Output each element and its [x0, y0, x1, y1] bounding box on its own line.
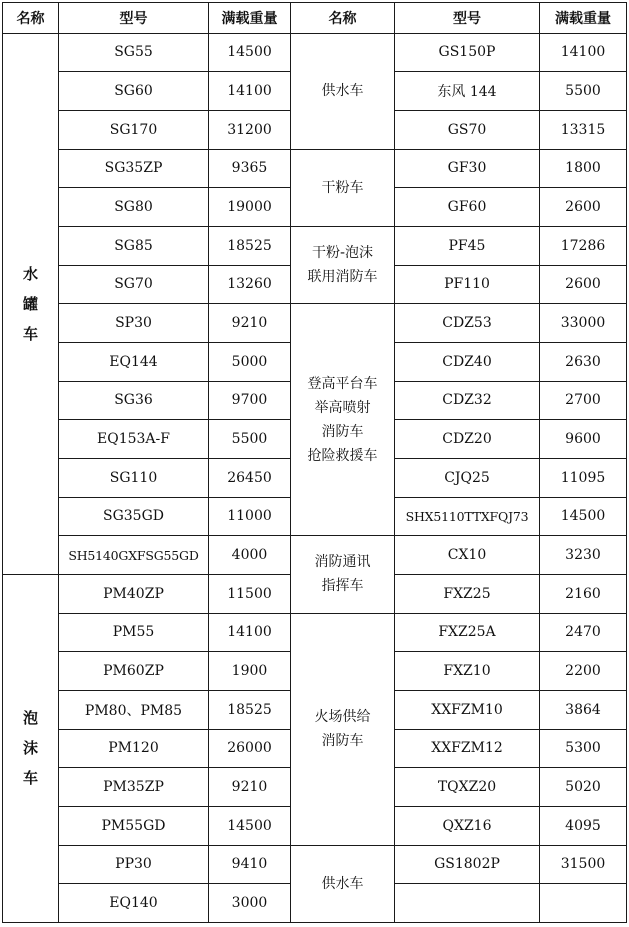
- model-cell: FXZ25A: [395, 613, 540, 652]
- model-cell: XXFZM10: [395, 690, 540, 729]
- model-cell: GF30: [395, 149, 540, 188]
- weight-cell: 4095: [540, 806, 627, 845]
- category-command: 消防通讯 指挥车: [291, 536, 395, 613]
- weight-cell: 5000: [209, 342, 291, 381]
- weight-cell: 13260: [209, 265, 291, 304]
- vehicle-weight-table: [2, 2, 627, 923]
- weight-cell: 18525: [209, 226, 291, 265]
- model-cell: PM35ZP: [59, 768, 209, 807]
- weight-cell: 5020: [540, 768, 627, 807]
- model-cell: FXZ25: [395, 574, 540, 613]
- model-cell: 东风 144: [395, 72, 540, 111]
- model-cell: PM80、PM85: [59, 690, 209, 729]
- category-water-supply-2: 供水车: [291, 845, 395, 922]
- table-row: [3, 33, 627, 72]
- weight-cell: 33000: [540, 304, 627, 343]
- model-cell: CJQ25: [395, 458, 540, 497]
- category-water-supply: 供水车: [291, 33, 395, 149]
- model-cell: SG36: [59, 381, 209, 420]
- model-cell: EQ144: [59, 342, 209, 381]
- weight-cell: 17286: [540, 226, 627, 265]
- table-row: [3, 845, 627, 884]
- model-cell: SHX5110TTXFQJ73: [395, 497, 540, 536]
- model-cell: GS70: [395, 110, 540, 149]
- weight-cell: 4000: [209, 536, 291, 575]
- table-row: [3, 304, 627, 343]
- weight-cell: 26450: [209, 458, 291, 497]
- header-load-left: 满载重量: [209, 3, 291, 34]
- weight-cell: 2200: [540, 652, 627, 691]
- weight-cell: 2600: [540, 188, 627, 227]
- model-cell: PM55GD: [59, 806, 209, 845]
- model-cell: CDZ40: [395, 342, 540, 381]
- weight-cell: [540, 884, 627, 923]
- weight-cell: 14100: [209, 72, 291, 111]
- model-cell: SG110: [59, 458, 209, 497]
- category-powder-foam: 干粉-泡沫 联用消防车: [291, 226, 395, 303]
- model-cell: SG35ZP: [59, 149, 209, 188]
- header-load-right: 满载重量: [540, 3, 627, 34]
- model-cell: SG85: [59, 226, 209, 265]
- weight-cell: 9210: [209, 768, 291, 807]
- model-cell: [395, 884, 540, 923]
- category-foam: 泡 沫 车: [3, 574, 59, 922]
- model-cell: SG80: [59, 188, 209, 227]
- weight-cell: 3864: [540, 690, 627, 729]
- weight-cell: 9365: [209, 149, 291, 188]
- weight-cell: 2630: [540, 342, 627, 381]
- weight-cell: 11500: [209, 574, 291, 613]
- weight-cell: 2700: [540, 381, 627, 420]
- weight-cell: 14100: [209, 613, 291, 652]
- model-cell: SH5140GXFSG55GD: [59, 536, 209, 575]
- model-cell: PM60ZP: [59, 652, 209, 691]
- weight-cell: 14500: [209, 806, 291, 845]
- model-cell: TQXZ20: [395, 768, 540, 807]
- table-row: [3, 226, 627, 265]
- weight-cell: 14100: [540, 33, 627, 72]
- weight-cell: 3230: [540, 536, 627, 575]
- weight-cell: 19000: [209, 188, 291, 227]
- model-cell: EQ140: [59, 884, 209, 923]
- weight-cell: 14500: [540, 497, 627, 536]
- header-name-right: 名称: [291, 3, 395, 34]
- category-fireground-supply: 火场供给 消防车: [291, 613, 395, 845]
- model-cell: PP30: [59, 845, 209, 884]
- model-cell: CDZ20: [395, 420, 540, 459]
- weight-cell: 2600: [540, 265, 627, 304]
- header-model-left: 型号: [59, 3, 209, 34]
- model-cell: EQ153A-F: [59, 420, 209, 459]
- header-row: [3, 3, 627, 34]
- weight-cell: 1800: [540, 149, 627, 188]
- weight-cell: 31200: [209, 110, 291, 149]
- model-cell: SG60: [59, 72, 209, 111]
- model-cell: SP30: [59, 304, 209, 343]
- model-cell: SG170: [59, 110, 209, 149]
- weight-cell: 18525: [209, 690, 291, 729]
- model-cell: PM40ZP: [59, 574, 209, 613]
- model-cell: FXZ10: [395, 652, 540, 691]
- weight-cell: 26000: [209, 729, 291, 768]
- model-cell: CDZ32: [395, 381, 540, 420]
- weight-cell: 31500: [540, 845, 627, 884]
- weight-cell: 9210: [209, 304, 291, 343]
- model-cell: PM120: [59, 729, 209, 768]
- model-cell: CX10: [395, 536, 540, 575]
- weight-cell: 9700: [209, 381, 291, 420]
- model-cell: PF110: [395, 265, 540, 304]
- weight-cell: 1900: [209, 652, 291, 691]
- weight-cell: 2470: [540, 613, 627, 652]
- table-row: [3, 149, 627, 188]
- weight-cell: 5500: [540, 72, 627, 111]
- table-row: [3, 536, 627, 575]
- weight-cell: 2160: [540, 574, 627, 613]
- model-cell: PF45: [395, 226, 540, 265]
- model-cell: GS150P: [395, 33, 540, 72]
- header-name-left: 名称: [3, 3, 59, 34]
- category-dry-powder: 干粉车: [291, 149, 395, 226]
- weight-cell: 13315: [540, 110, 627, 149]
- table-row: [3, 613, 627, 652]
- model-cell: SG35GD: [59, 497, 209, 536]
- category-water-tanker: 水 罐 车: [3, 33, 59, 574]
- model-cell: SG70: [59, 265, 209, 304]
- weight-cell: 5300: [540, 729, 627, 768]
- weight-cell: 14500: [209, 33, 291, 72]
- weight-cell: 5500: [209, 420, 291, 459]
- weight-cell: 3000: [209, 884, 291, 923]
- header-model-right: 型号: [395, 3, 540, 34]
- model-cell: GS1802P: [395, 845, 540, 884]
- weight-cell: 11000: [209, 497, 291, 536]
- weight-cell: 9600: [540, 420, 627, 459]
- model-cell: PM55: [59, 613, 209, 652]
- model-cell: CDZ53: [395, 304, 540, 343]
- model-cell: SG55: [59, 33, 209, 72]
- model-cell: GF60: [395, 188, 540, 227]
- weight-cell: 9410: [209, 845, 291, 884]
- model-cell: QXZ16: [395, 806, 540, 845]
- category-aerial-rescue: 登高平台车 举高喷射 消防车 抢险救援车: [291, 304, 395, 536]
- weight-cell: 11095: [540, 458, 627, 497]
- model-cell: XXFZM12: [395, 729, 540, 768]
